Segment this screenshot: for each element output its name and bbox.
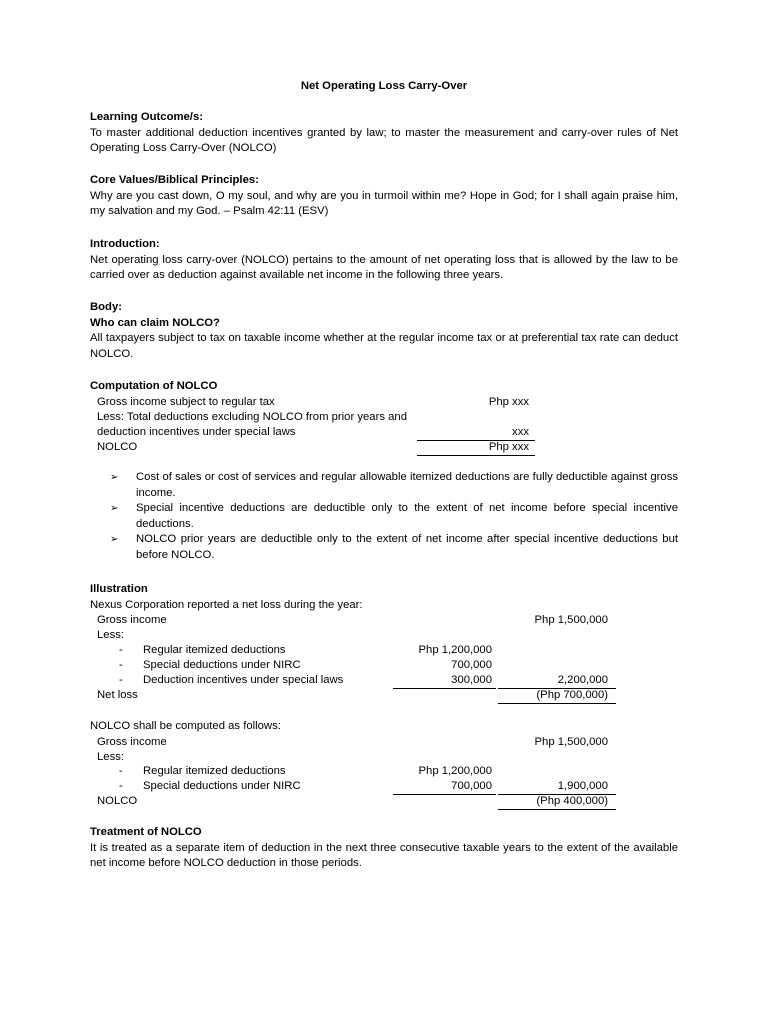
nolco-item-dash: - bbox=[119, 780, 123, 792]
nolco-item-value: 700,000 bbox=[451, 780, 492, 792]
illustration-item-dash: - bbox=[119, 674, 123, 686]
illustration-item-value: 700,000 bbox=[451, 659, 492, 671]
nolco-intro: NOLCO shall be computed as follows: bbox=[90, 720, 281, 732]
nolco-item-value: Php 1,200,000 bbox=[418, 765, 492, 777]
computation-less-label: Less: Total deductions excluding NOLCO from prior years and bbox=[97, 411, 407, 423]
illustration-result-rule bbox=[498, 703, 616, 704]
learning-outcome-text: To master additional deduction incentives granted by law; to master the measurement and carry-over rules of Net Operating Loss Carry-Over (NOLCO) bbox=[90, 126, 678, 155]
core-values-heading: Core Values/Biblical Principles: bbox=[90, 174, 259, 186]
illustration-result-value: (Php 700,000) bbox=[536, 689, 608, 701]
illustration-item-label: Deduction incentives under special laws bbox=[143, 674, 344, 686]
illustration-gross-label: Gross income bbox=[97, 614, 167, 626]
bullet-text: Cost of sales or cost of services and regular allowable itemized deductions are fully deductible against gross income. bbox=[136, 471, 678, 499]
computation-gross-label: Gross income subject to regular tax bbox=[97, 396, 275, 408]
arrow-bullet-icon: ➢ bbox=[110, 503, 119, 515]
body-heading: Body: bbox=[90, 301, 123, 313]
arrow-bullet-icon: ➢ bbox=[110, 534, 119, 546]
illustration-less-label: Less: bbox=[97, 629, 125, 641]
computation-gross-value: Php xxx bbox=[488, 396, 529, 408]
nolco-item-dash: - bbox=[119, 765, 123, 777]
illustration-total-value: 2,200,000 bbox=[557, 674, 608, 686]
bullet-text: NOLCO prior years are deductible only to the extent of net income after special incentive deductions but before NOLCO. bbox=[136, 533, 678, 561]
computation-deduction-value: xxx bbox=[512, 426, 529, 438]
illustration-item-label: Regular itemized deductions bbox=[143, 644, 286, 656]
nolco-gross-label: Gross income bbox=[97, 736, 167, 748]
illustration-item-label: Special deductions under NIRC bbox=[143, 659, 301, 671]
nolco-item-label: Special deductions under NIRC bbox=[143, 780, 301, 792]
nolco-item-label: Regular itemized deductions bbox=[143, 765, 286, 777]
computation-heading: Computation of NOLCO bbox=[90, 380, 218, 392]
nolco-less-label: Less: bbox=[97, 751, 125, 763]
illustration-result-label: Net loss bbox=[97, 689, 138, 701]
bullet-item bbox=[90, 501, 678, 532]
arrow-bullet-icon: ➢ bbox=[110, 472, 119, 483]
body-section bbox=[90, 300, 678, 362]
core-values-text: Why are you cast down, O my soul, and why are you in turmoil within me? Hope in God; for I shall again praise him, my salvation and my God. – Psalm 42:11 (ESV) bbox=[90, 189, 678, 218]
who-can-claim-text: All taxpayers subject to tax on taxable income whether at the regular income tax or at preferential tax rate can deduct NOLCO. bbox=[90, 332, 678, 360]
illustration-item-value: 300,000 bbox=[451, 674, 492, 686]
illustration-item-dash: - bbox=[119, 659, 123, 671]
nolco-result-label: NOLCO bbox=[97, 795, 138, 807]
computation-deduction-label: deduction incentives under special laws bbox=[97, 426, 296, 438]
treatment-heading: Treatment of NOLCO bbox=[90, 826, 202, 838]
computation-total-rule bbox=[417, 455, 535, 456]
document-title: Net Operating Loss Carry-Over bbox=[300, 80, 468, 92]
nolco-result-rule bbox=[498, 809, 616, 810]
treatment-section bbox=[90, 825, 678, 872]
bullet-item bbox=[90, 470, 678, 501]
bullet-text: Special incentive deductions are deductible only to the extent of net income before special incentive deductions. bbox=[136, 502, 678, 530]
learning-outcome-heading: Learning Outcome/s: bbox=[90, 111, 203, 123]
illustration-intro: Nexus Corporation reported a net loss during the year: bbox=[90, 599, 363, 611]
bullet-item bbox=[90, 532, 678, 563]
treatment-text: It is treated as a separate item of deduction in the next three consecutive taxable years to the extent of the available net income before NOLCO deduction in those periods. bbox=[90, 841, 678, 870]
core-values-section bbox=[90, 173, 678, 220]
rules-bullet-list bbox=[90, 470, 678, 564]
who-can-claim-heading: Who can claim NOLCO? bbox=[90, 316, 220, 329]
learning-outcome-section bbox=[90, 110, 678, 157]
computation-nolco-value: Php xxx bbox=[488, 441, 529, 453]
computation-nolco-label: NOLCO bbox=[97, 441, 138, 453]
illustration-item-dash: - bbox=[119, 644, 123, 656]
introduction-text: Net operating loss carry-over (NOLCO) pertains to the amount of net operating loss that is allowed by the law to be carried over as deduction against available net income in the following three years. bbox=[90, 253, 678, 282]
illustration-heading: Illustration bbox=[90, 583, 148, 595]
nolco-result-value: (Php 400,000) bbox=[536, 795, 608, 807]
illustration-gross-value: Php 1,500,000 bbox=[534, 614, 608, 626]
introduction-heading: Introduction: bbox=[90, 238, 160, 250]
nolco-total-value: 1,900,000 bbox=[557, 780, 608, 792]
illustration-item-value: Php 1,200,000 bbox=[418, 644, 492, 656]
nolco-gross-value: Php 1,500,000 bbox=[534, 736, 608, 748]
introduction-section bbox=[90, 237, 678, 284]
